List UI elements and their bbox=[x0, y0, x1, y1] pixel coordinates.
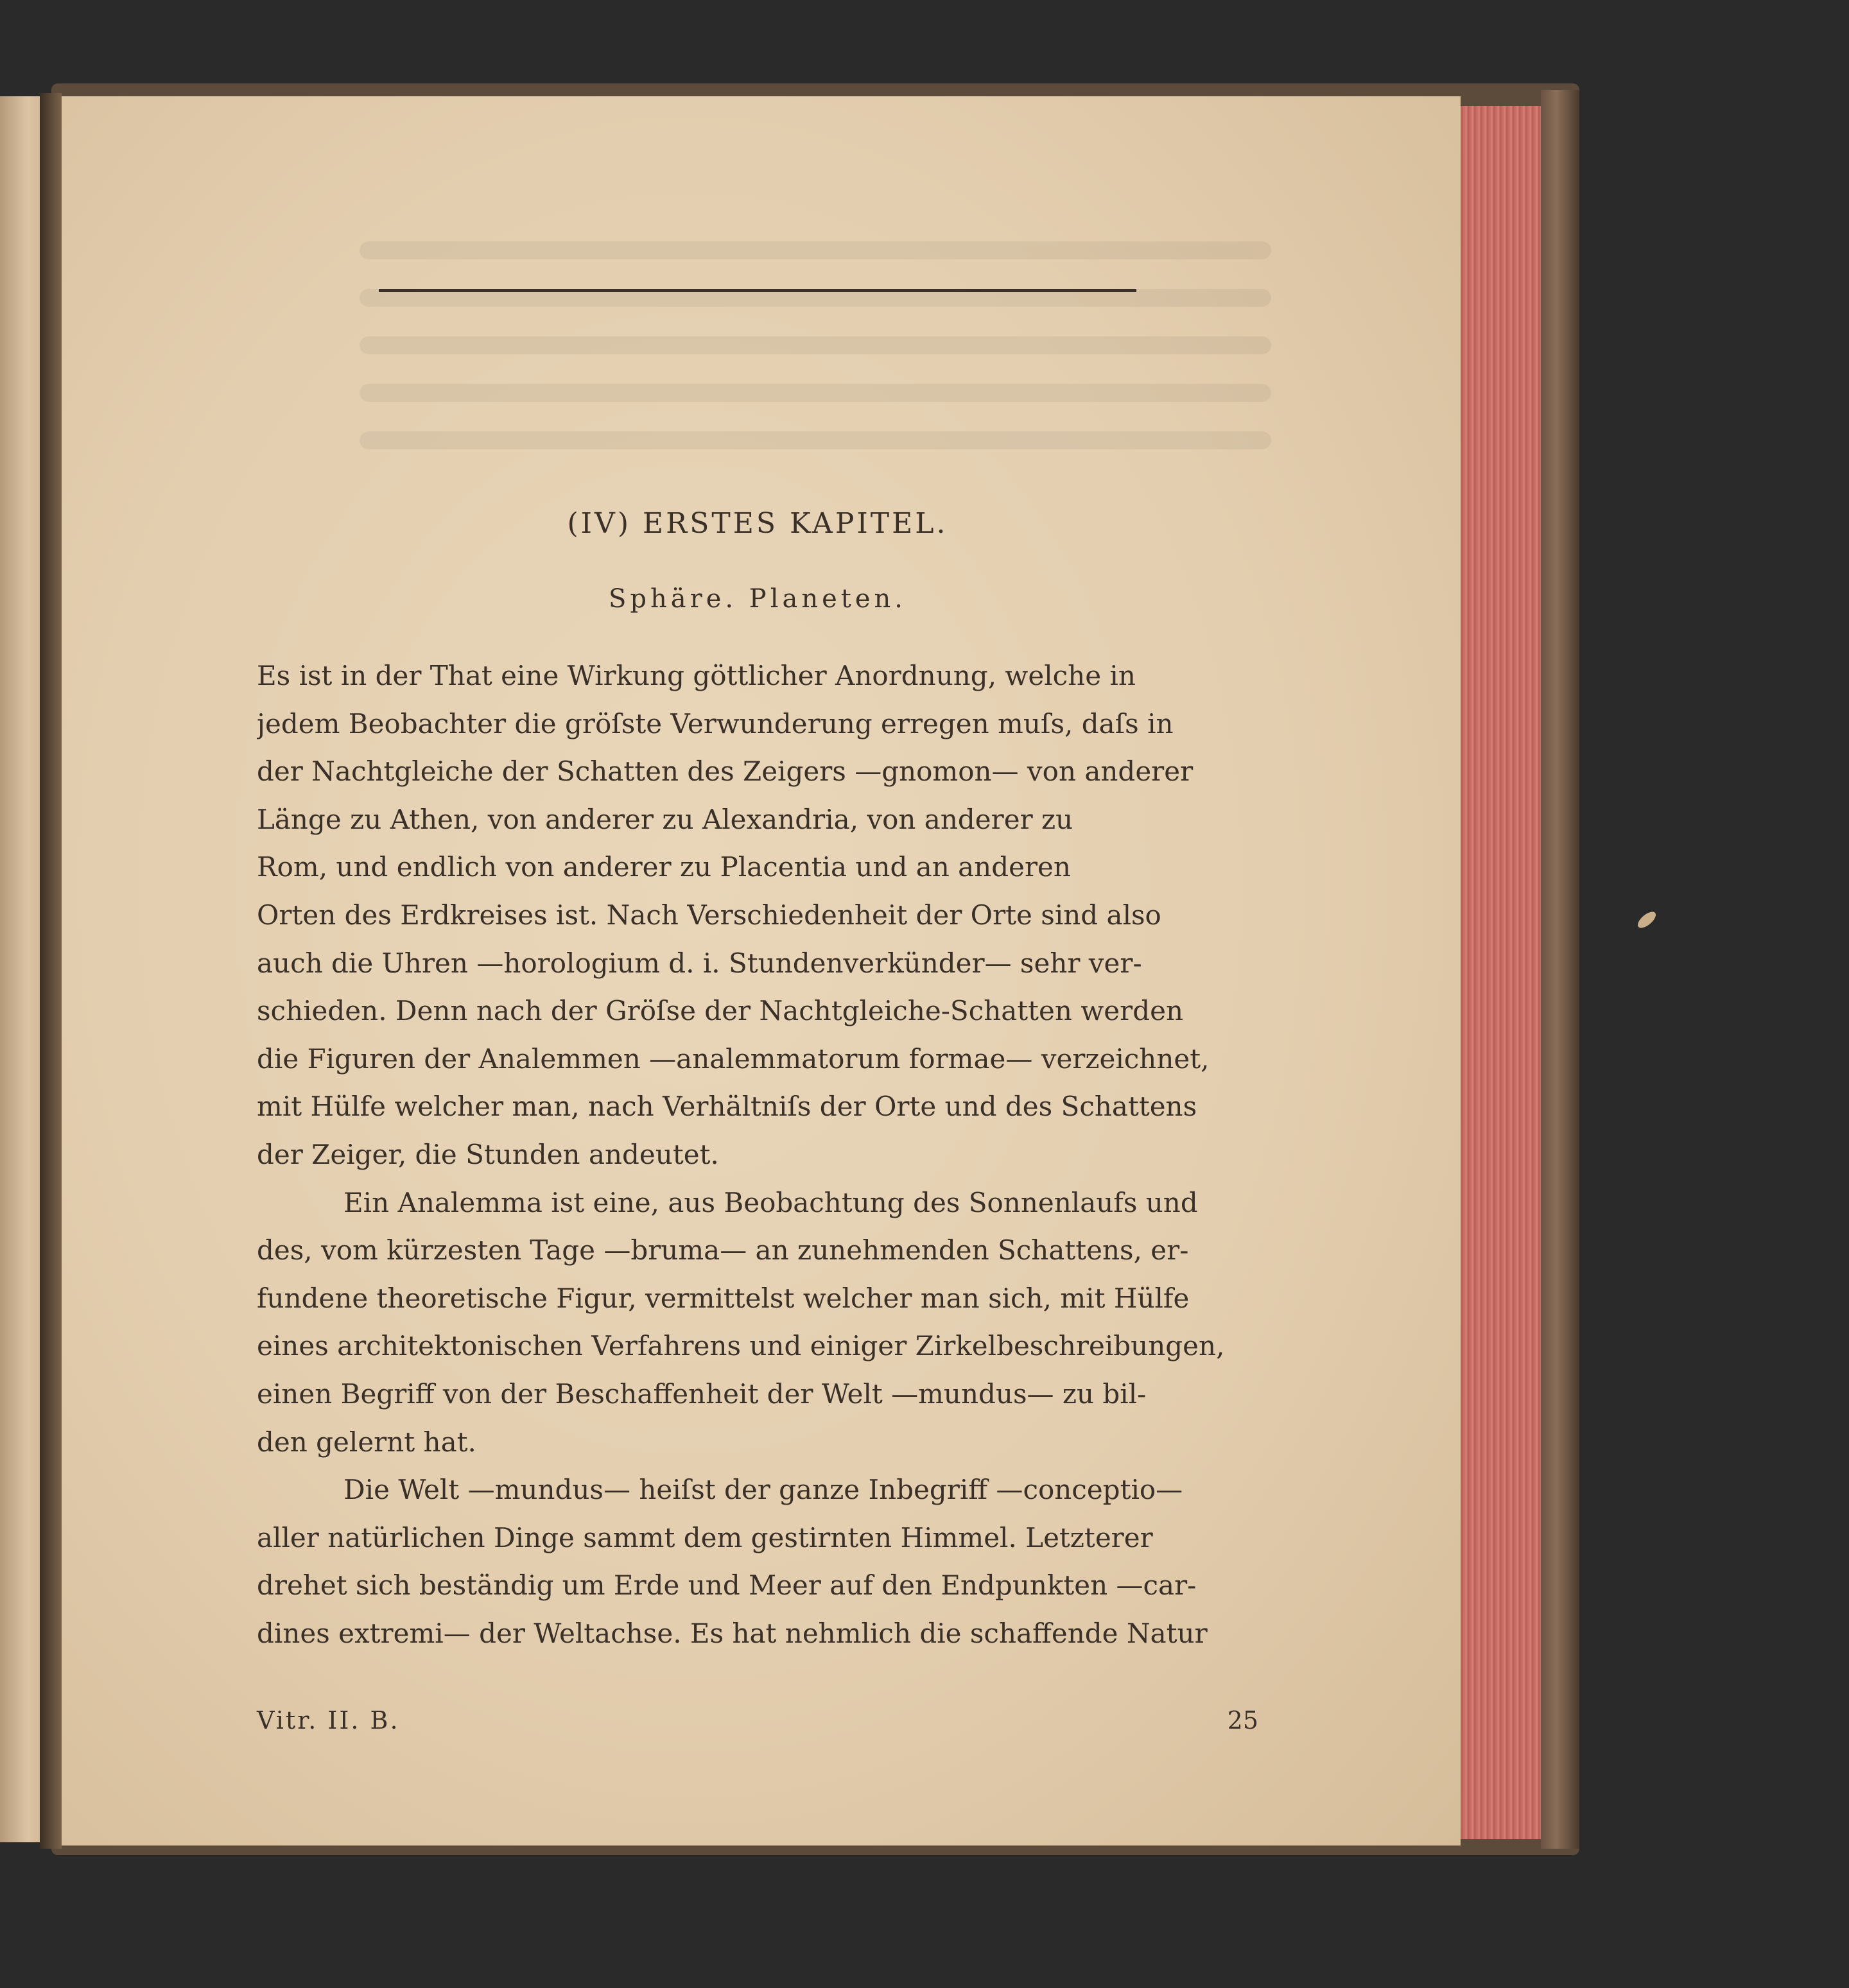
text-line: dines extremi— der Weltachse. Es hat nehmlich die schaffende Natur bbox=[257, 1617, 1208, 1649]
text-line: Ein Analemma ist eine, aus Beobachtung des Sonnenlaufs und bbox=[343, 1186, 1198, 1218]
body-text bbox=[257, 652, 1258, 1657]
text-line: mit Hülfe welcher man, nach Verhältniſs der Orte und des Schattens bbox=[257, 1091, 1197, 1123]
chapter-subtitle: Sphäre. Planeten. bbox=[608, 584, 907, 614]
text-line: der Zeiger, die Stunden andeutet. bbox=[257, 1138, 719, 1170]
text-line: Rom, und endlich von anderer zu Placentia und an anderen bbox=[257, 851, 1071, 883]
book-gutter bbox=[40, 93, 62, 1849]
paper-fleck bbox=[1635, 909, 1658, 931]
text-line: fundene theoretische Figur, vermittelst welcher man sich, mit Hülfe bbox=[257, 1282, 1190, 1314]
text-line: eines architektonischen Verfahrens und einiger Zirkelbeschreibungen, bbox=[257, 1330, 1225, 1362]
text-line: die Figuren der Analemmen —analemmatorum formae— verzeichnet, bbox=[257, 1042, 1210, 1075]
book-spine-edge bbox=[1541, 90, 1579, 1849]
text-line: Orten des Erdkreises ist. Nach Verschiedenheit der Orte sind also bbox=[257, 899, 1161, 931]
text-line: drehet sich beständig um Erde und Meer auf den Endpunkten —car- bbox=[257, 1569, 1197, 1602]
text-line: einen Begriff von der Beschaffenheit der Welt —mundus— zu bil- bbox=[257, 1378, 1147, 1410]
text-line: des, vom kürzesten Tage —bruma— an zunehmenden Schattens, er- bbox=[257, 1234, 1189, 1266]
signature-mark: Vitr. II. B. bbox=[257, 1706, 400, 1734]
text-line: Es ist in der That eine Wirkung göttlicher Anordnung, welche in bbox=[257, 660, 1136, 691]
text-line: den gelernt hat. bbox=[257, 1426, 476, 1458]
text-line: Länge zu Athen, von anderer zu Alexandria, von anderer zu bbox=[257, 803, 1073, 835]
header-rule bbox=[379, 289, 1136, 292]
text-line: schieden. Denn nach der Gröſse der Nachtgleiche-Schatten werden bbox=[257, 995, 1183, 1027]
text-line: jedem Beobachter die gröſste Verwunderung erregen muſs, daſs in bbox=[257, 707, 1174, 739]
text-line: Die Welt —mundus— heiſst der ganze Inbegriff —conceptio— bbox=[343, 1474, 1183, 1506]
text-line: aller natürlichen Dinge sammt dem gestirnten Himmel. Letzterer bbox=[257, 1521, 1153, 1553]
page-number: 25 bbox=[1227, 1706, 1258, 1734]
chapter-title: (IV) ERSTES KAPITEL. bbox=[567, 507, 948, 540]
text-line: auch die Uhren —horologium d. i. Stundenverkünder— sehr ver- bbox=[257, 947, 1142, 979]
text-line: der Nachtgleiche der Schatten des Zeigers —gnomon— von anderer bbox=[257, 756, 1194, 788]
